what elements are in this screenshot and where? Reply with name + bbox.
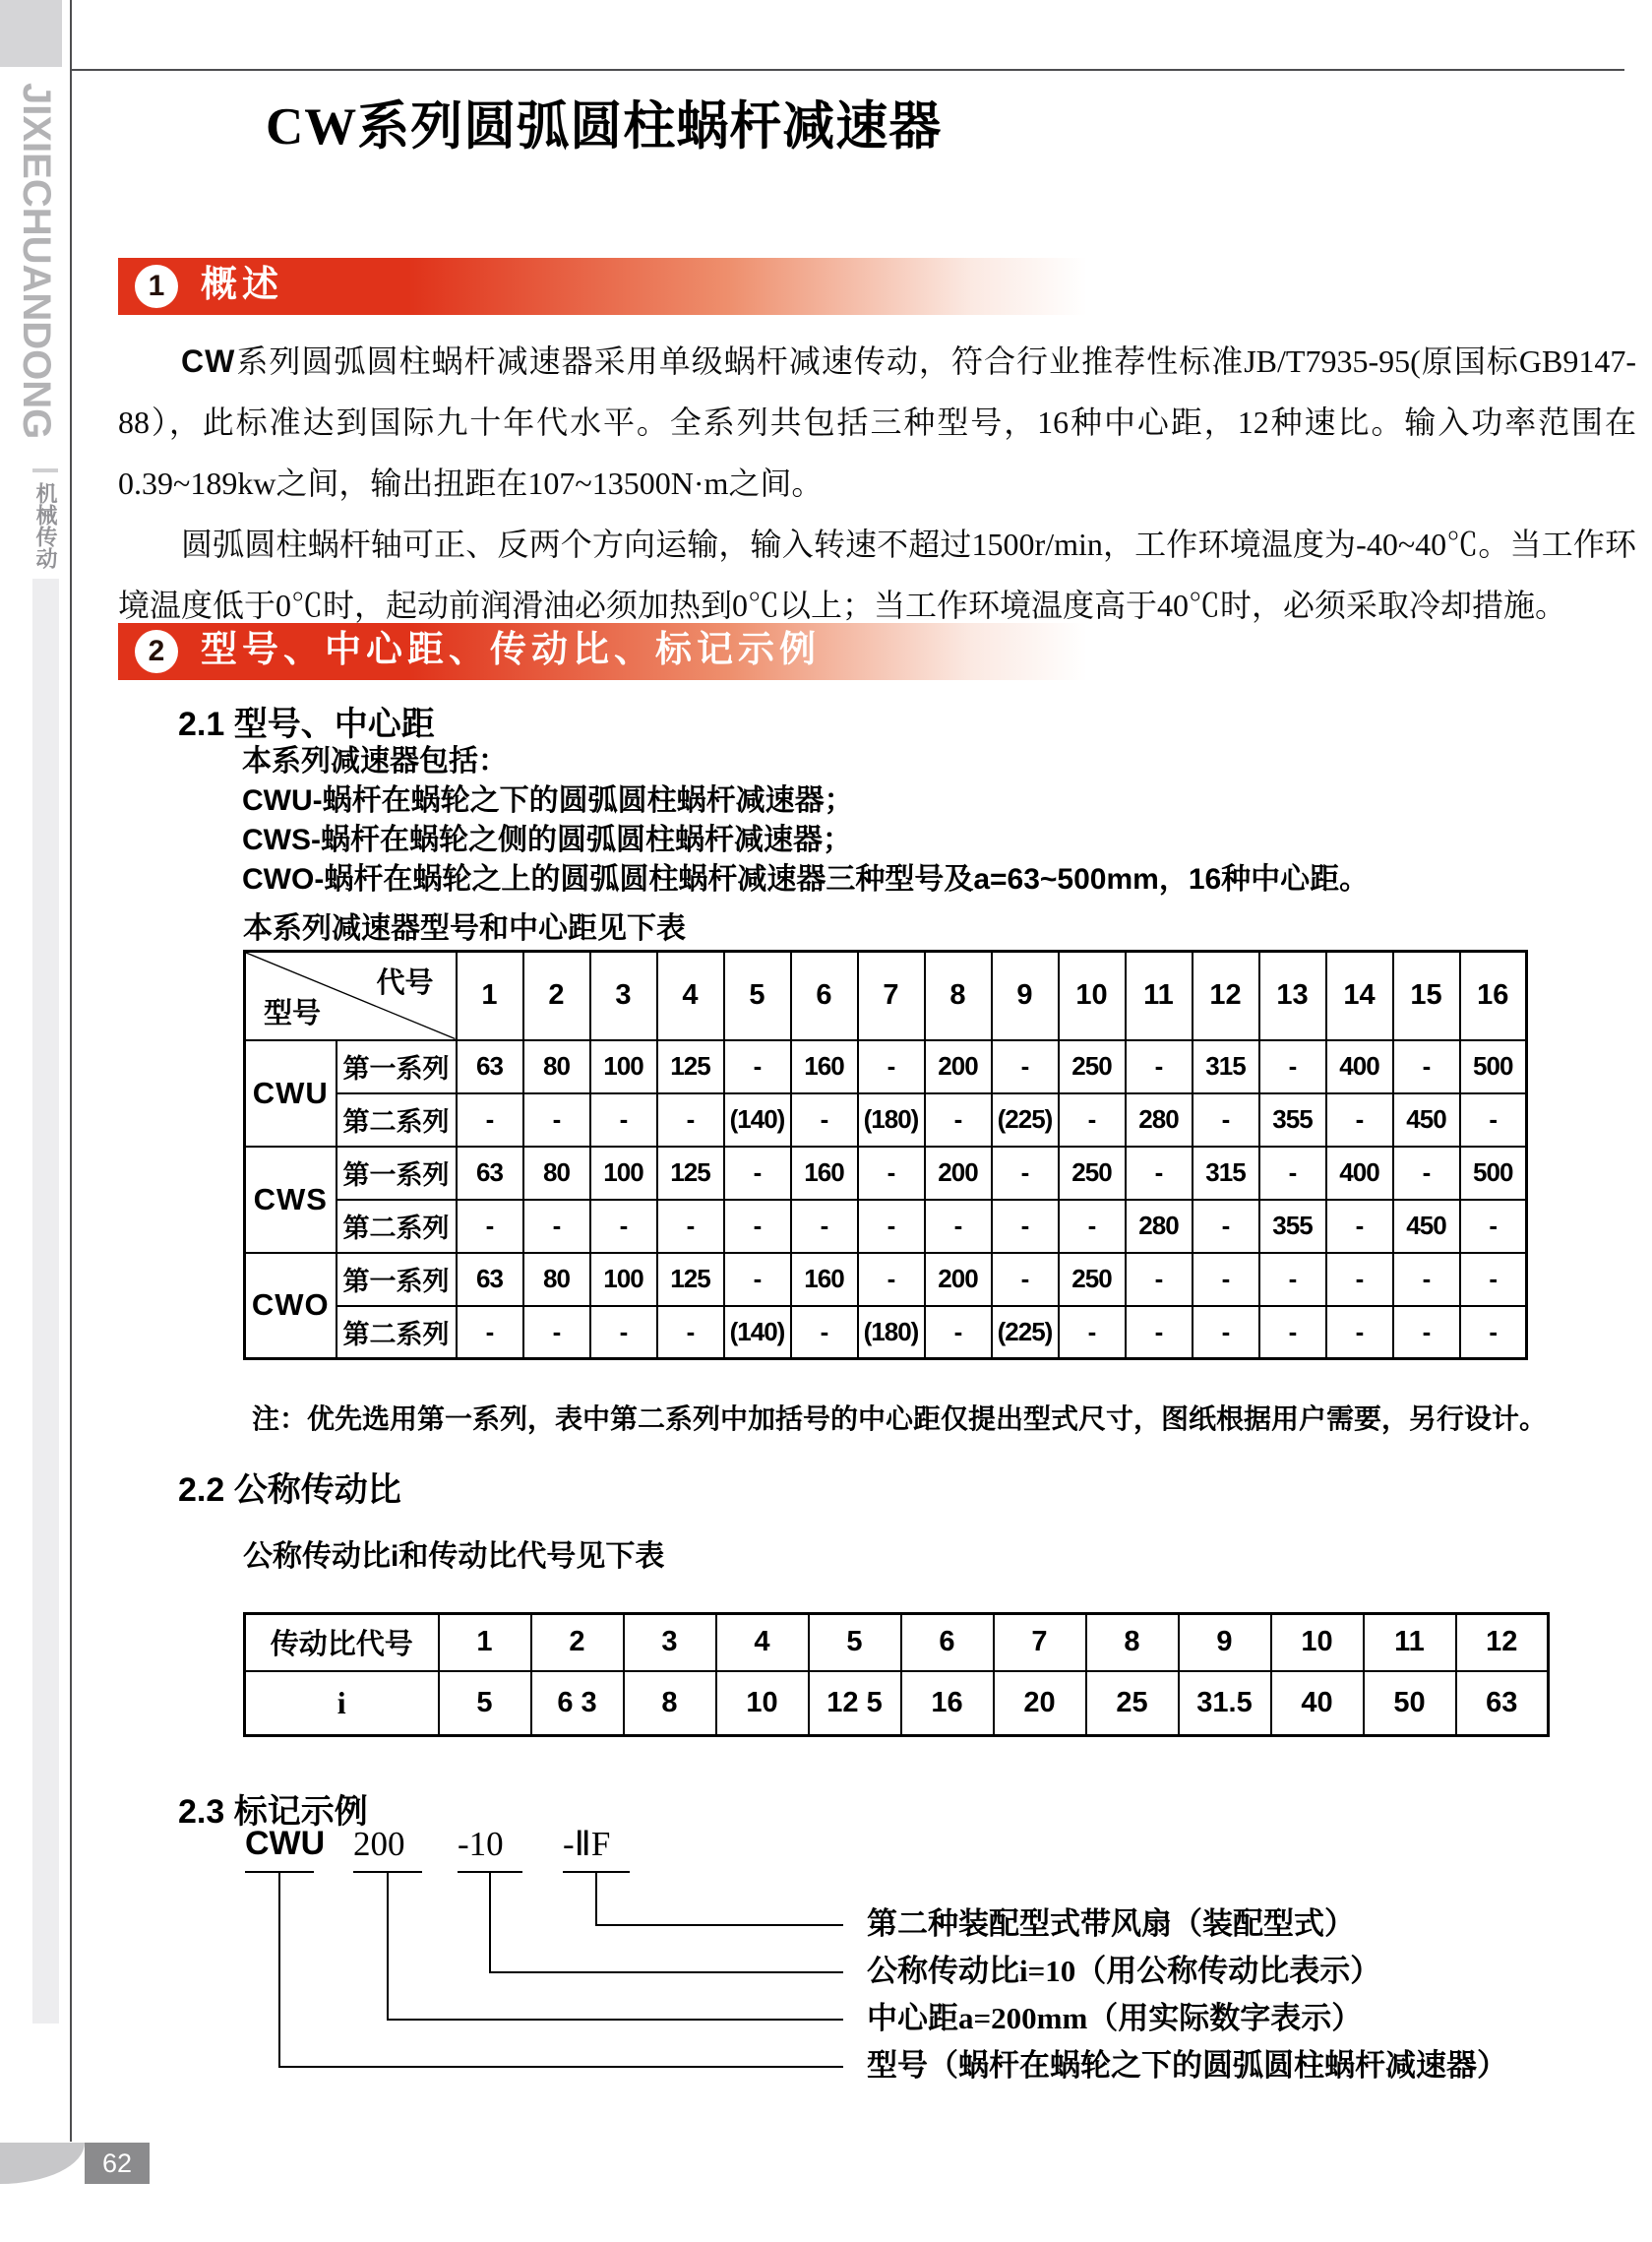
value-cell: - bbox=[657, 1306, 724, 1359]
value-cell: - bbox=[1193, 1093, 1259, 1147]
value-cell: 125 bbox=[657, 1040, 724, 1093]
ratio-value-cell: 63 bbox=[1456, 1671, 1549, 1736]
value-cell: - bbox=[992, 1253, 1059, 1306]
value-cell: (180) bbox=[858, 1093, 925, 1147]
code-header-cell: 5 bbox=[724, 952, 791, 1040]
value-cell: - bbox=[1326, 1200, 1393, 1253]
code-header-cell: 6 bbox=[791, 952, 858, 1040]
table1-caption: 本系列减速器型号和中心距见下表 bbox=[243, 912, 686, 945]
transmission-ratio-table bbox=[243, 1612, 1550, 1737]
value-cell: - bbox=[858, 1040, 925, 1093]
value-cell: - bbox=[925, 1306, 992, 1359]
ratio-code-cell: 11 bbox=[1364, 1614, 1456, 1671]
value-cell: - bbox=[1460, 1093, 1527, 1147]
value-cell: - bbox=[724, 1040, 791, 1093]
table-row bbox=[245, 1200, 1527, 1253]
value-cell: 63 bbox=[457, 1253, 523, 1306]
value-cell: - bbox=[992, 1147, 1059, 1200]
ratio-value-cell: 8 bbox=[624, 1671, 716, 1736]
value-cell: - bbox=[1126, 1040, 1193, 1093]
connector-vertical-center-distance bbox=[387, 1873, 389, 2021]
value-cell: - bbox=[1126, 1306, 1193, 1359]
value-cell: (225) bbox=[992, 1306, 1059, 1359]
overview-paragraph-2: 圆弧圆柱蜗杆轴可正、反两个方向运输，输入转速不超过1500r/min，工作环境温度为-40~40℃。当工作环境温度低于0℃时，起动前润滑油必须加热到0℃以上；当工作环境温度高于40℃时，必须采取冷却措施。 bbox=[118, 527, 1636, 623]
connector-vertical-ratio bbox=[489, 1873, 491, 1973]
sidebar-divider-line bbox=[70, 0, 72, 2142]
overview-text-block bbox=[118, 331, 1636, 636]
value-cell: (140) bbox=[724, 1306, 791, 1359]
table-row bbox=[245, 1040, 1527, 1093]
value-cell: (180) bbox=[858, 1306, 925, 1359]
table-row bbox=[245, 1253, 1527, 1306]
ratio-code-cell: 10 bbox=[1271, 1614, 1364, 1671]
value-cell: - bbox=[791, 1093, 858, 1147]
series-cell: 第一系列 bbox=[337, 1253, 457, 1306]
value-cell: - bbox=[1326, 1306, 1393, 1359]
value-cell: - bbox=[1259, 1040, 1326, 1093]
corner-label-model: 型号 bbox=[264, 997, 322, 1029]
ratio-value-cell: 20 bbox=[994, 1671, 1086, 1736]
section2-number-badge: 2 bbox=[135, 630, 178, 673]
category-vertical-text: 机械传动 bbox=[33, 482, 58, 569]
diagonal-header-cell bbox=[245, 952, 457, 1040]
value-cell: 80 bbox=[523, 1147, 590, 1200]
page-title: CW系列圆弧圆柱蜗杆减速器 bbox=[266, 98, 943, 156]
series-cell: 第一系列 bbox=[337, 1147, 457, 1200]
code-header-cell: 12 bbox=[1193, 952, 1259, 1040]
ratio-code-cell: 7 bbox=[994, 1614, 1086, 1671]
code-header-cell: 4 bbox=[657, 952, 724, 1040]
ratio-value-cell: 16 bbox=[901, 1671, 994, 1736]
code-header-cell: 8 bbox=[925, 952, 992, 1040]
ratio-code-cell: 3 bbox=[624, 1614, 716, 1671]
value-cell: 280 bbox=[1126, 1200, 1193, 1253]
code-header-cell: 7 bbox=[858, 952, 925, 1040]
model-list-item-cwu: CWU-蜗杆在蜗轮之下的圆弧圆柱蜗杆减速器； bbox=[242, 784, 854, 817]
overview-paragraph-1: CW系列圆弧圆柱蜗杆减速器采用单级蜗杆减速传动，符合行业推荐性标准JB/T7935-95(原国标GB9147-88），此标准达到国际九十年代水平。全系列共包括三种型号，16种中心距，12种速比。输入功率范围在0.39~189kw之间，输出扭距在107~13500N·m之间。 bbox=[118, 343, 1636, 501]
marking-example-diagram bbox=[243, 1825, 1552, 2100]
model-cell: CWU bbox=[245, 1040, 337, 1147]
code-header-cell: 15 bbox=[1393, 952, 1460, 1040]
value-cell: - bbox=[1126, 1147, 1193, 1200]
model-cell: CWO bbox=[245, 1253, 337, 1359]
code-header-cell: 1 bbox=[457, 952, 523, 1040]
connector-horizontal-assembly bbox=[595, 1924, 843, 1926]
series-cell: 第二系列 bbox=[337, 1306, 457, 1359]
model-list-item-cwo: CWO-蜗杆在蜗轮之上的圆弧圆柱蜗杆减速器三种型号及a=63~500mm，16种中心距。 bbox=[242, 863, 1370, 896]
value-cell: - bbox=[724, 1200, 791, 1253]
value-cell: - bbox=[925, 1093, 992, 1147]
value-cell: - bbox=[1193, 1200, 1259, 1253]
value-cell: 63 bbox=[457, 1040, 523, 1093]
table-row bbox=[245, 1093, 1527, 1147]
subsection-2-2-heading: 2.2 公称传动比 bbox=[178, 1471, 401, 1509]
ratio-value-cell: 5 bbox=[439, 1671, 531, 1736]
ratio-code-cell: 12 bbox=[1456, 1614, 1549, 1671]
value-cell: - bbox=[724, 1147, 791, 1200]
value-cell: 250 bbox=[1059, 1253, 1126, 1306]
value-cell: (140) bbox=[724, 1093, 791, 1147]
value-cell: 400 bbox=[1326, 1147, 1393, 1200]
value-cell: - bbox=[992, 1200, 1059, 1253]
ratio-code-label: 传动比代号 bbox=[245, 1614, 439, 1671]
value-cell: 250 bbox=[1059, 1040, 1126, 1093]
model-list-item-cws: CWS-蜗杆在蜗轮之侧的圆弧圆柱蜗杆减速器； bbox=[242, 824, 852, 856]
series-cell: 第一系列 bbox=[337, 1040, 457, 1093]
value-cell: 280 bbox=[1126, 1093, 1193, 1147]
value-cell: 160 bbox=[791, 1253, 858, 1306]
sidebar-accent-bar bbox=[32, 579, 59, 2024]
page-number-badge: 62 bbox=[85, 2143, 150, 2184]
value-cell: - bbox=[657, 1093, 724, 1147]
value-cell: 450 bbox=[1393, 1200, 1460, 1253]
value-cell: 125 bbox=[657, 1253, 724, 1306]
marking-label-assembly: 第二种装配型式带风扇（装配型式） bbox=[867, 1906, 1355, 1941]
value-cell: 200 bbox=[925, 1040, 992, 1093]
value-cell: - bbox=[1460, 1200, 1527, 1253]
ratio-code-cell: 6 bbox=[901, 1614, 994, 1671]
code-header-cell: 9 bbox=[992, 952, 1059, 1040]
ratio-row-label: i bbox=[245, 1671, 439, 1736]
ratio-value-cell: 12 5 bbox=[809, 1671, 901, 1736]
value-cell: - bbox=[1326, 1093, 1393, 1147]
subsection-2-1-heading: 2.1 型号、中心距 bbox=[178, 706, 435, 743]
marking-part-assembly: -ⅡF bbox=[563, 1825, 611, 1863]
ratio-value-cell: 40 bbox=[1271, 1671, 1364, 1736]
value-cell: - bbox=[457, 1093, 523, 1147]
value-cell: 80 bbox=[523, 1253, 590, 1306]
code-header-cell: 13 bbox=[1259, 952, 1326, 1040]
marking-label-center-distance: 中心距a=200mm（用实际数字表示） bbox=[867, 2001, 1363, 2035]
value-cell: - bbox=[925, 1200, 992, 1253]
value-cell: - bbox=[724, 1253, 791, 1306]
connector-vertical-model bbox=[278, 1873, 280, 2068]
code-header-cell: 10 bbox=[1059, 952, 1126, 1040]
table2-caption: 公称传动比i和传动比代号见下表 bbox=[243, 1540, 665, 1573]
value-cell: - bbox=[1193, 1253, 1259, 1306]
value-cell: 355 bbox=[1259, 1200, 1326, 1253]
section1-title: 概述 bbox=[201, 265, 283, 305]
series-cell: 第二系列 bbox=[337, 1200, 457, 1253]
value-cell: 315 bbox=[1193, 1147, 1259, 1200]
value-cell: (225) bbox=[992, 1093, 1059, 1147]
value-cell: 355 bbox=[1259, 1093, 1326, 1147]
table2-value-row bbox=[245, 1671, 1549, 1736]
ratio-value-cell: 6 3 bbox=[531, 1671, 624, 1736]
value-cell: - bbox=[523, 1200, 590, 1253]
value-cell: - bbox=[1059, 1200, 1126, 1253]
value-cell: 160 bbox=[791, 1040, 858, 1093]
value-cell: - bbox=[1059, 1093, 1126, 1147]
value-cell: - bbox=[1393, 1147, 1460, 1200]
table-row bbox=[245, 1306, 1527, 1359]
value-cell: - bbox=[1460, 1253, 1527, 1306]
value-cell: 80 bbox=[523, 1040, 590, 1093]
connector-horizontal-center-distance bbox=[387, 2019, 843, 2021]
ratio-code-cell: 2 bbox=[531, 1614, 624, 1671]
value-cell: 100 bbox=[590, 1040, 657, 1093]
section2-banner bbox=[118, 623, 1087, 680]
corner-decoration bbox=[0, 0, 62, 67]
code-header-cell: 2 bbox=[523, 952, 590, 1040]
marking-part-ratio: -10 bbox=[458, 1825, 504, 1863]
section1-number-badge: 1 bbox=[135, 265, 178, 308]
value-cell: 500 bbox=[1460, 1147, 1527, 1200]
value-cell: - bbox=[858, 1253, 925, 1306]
value-cell: - bbox=[1193, 1306, 1259, 1359]
table2-code-row bbox=[245, 1614, 1549, 1671]
value-cell: 63 bbox=[457, 1147, 523, 1200]
ratio-value-cell: 50 bbox=[1364, 1671, 1456, 1736]
model-type-list bbox=[242, 742, 1369, 900]
corner-label-code: 代号 bbox=[376, 967, 434, 999]
ratio-code-cell: 4 bbox=[716, 1614, 809, 1671]
value-cell: 125 bbox=[657, 1147, 724, 1200]
value-cell: - bbox=[791, 1200, 858, 1253]
ratio-code-cell: 1 bbox=[439, 1614, 531, 1671]
sidebar-dash bbox=[32, 468, 58, 472]
code-header-cell: 3 bbox=[590, 952, 657, 1040]
table1-header-row bbox=[245, 952, 1527, 1040]
value-cell: - bbox=[590, 1306, 657, 1359]
code-header-cell: 16 bbox=[1460, 952, 1527, 1040]
footer-curve-decoration bbox=[0, 2143, 85, 2184]
cw-lead: CW bbox=[181, 343, 236, 379]
value-cell: - bbox=[1326, 1253, 1393, 1306]
subsection-2-3-heading: 2.3 标记示例 bbox=[178, 1793, 368, 1831]
value-cell: - bbox=[992, 1040, 1059, 1093]
value-cell: - bbox=[1259, 1253, 1326, 1306]
value-cell: 200 bbox=[925, 1253, 992, 1306]
table-row bbox=[245, 1147, 1527, 1200]
value-cell: - bbox=[1259, 1147, 1326, 1200]
model-cell: CWS bbox=[245, 1147, 337, 1253]
model-list-intro: 本系列减速器包括： bbox=[242, 745, 508, 778]
value-cell: - bbox=[791, 1306, 858, 1359]
marking-part-model: CWU bbox=[245, 1825, 326, 1862]
section1-banner bbox=[118, 258, 1087, 315]
value-cell: 200 bbox=[925, 1147, 992, 1200]
value-cell: 160 bbox=[791, 1147, 858, 1200]
section2-title: 型号、中心距、传动比、标记示例 bbox=[201, 630, 821, 670]
value-cell: - bbox=[590, 1200, 657, 1253]
value-cell: - bbox=[657, 1200, 724, 1253]
value-cell: - bbox=[1259, 1306, 1326, 1359]
value-cell: 400 bbox=[1326, 1040, 1393, 1093]
value-cell: 450 bbox=[1393, 1093, 1460, 1147]
value-cell: - bbox=[1460, 1306, 1527, 1359]
value-cell: - bbox=[858, 1200, 925, 1253]
connector-vertical-assembly bbox=[595, 1873, 597, 1926]
connector-horizontal-model bbox=[278, 2066, 843, 2068]
code-header-cell: 14 bbox=[1326, 952, 1393, 1040]
value-cell: - bbox=[590, 1093, 657, 1147]
ratio-code-cell: 5 bbox=[809, 1614, 901, 1671]
value-cell: - bbox=[457, 1306, 523, 1359]
ratio-value-cell: 31.5 bbox=[1179, 1671, 1271, 1736]
ratio-value-cell: 25 bbox=[1086, 1671, 1179, 1736]
ratio-code-cell: 9 bbox=[1179, 1614, 1271, 1671]
value-cell: - bbox=[858, 1147, 925, 1200]
table1-note: 注：优先选用第一系列，表中第二系列中加括号的中心距仅提出型式尺寸，图纸根据用户需要，另行设计。 bbox=[252, 1403, 1548, 1434]
value-cell: - bbox=[523, 1093, 590, 1147]
value-cell: 250 bbox=[1059, 1147, 1126, 1200]
brand-vertical-text: JIXIECHUANDONG bbox=[15, 83, 58, 440]
header-rule-line bbox=[72, 69, 1624, 71]
marking-part-center-distance: 200 bbox=[353, 1825, 405, 1863]
value-cell: 500 bbox=[1460, 1040, 1527, 1093]
value-cell: - bbox=[1059, 1306, 1126, 1359]
value-cell: - bbox=[1393, 1040, 1460, 1093]
value-cell: - bbox=[1393, 1253, 1460, 1306]
marking-label-ratio: 公称传动比i=10（用公称传动比表示） bbox=[867, 1954, 1381, 1988]
value-cell: - bbox=[457, 1200, 523, 1253]
marking-label-model: 型号（蜗杆在蜗轮之下的圆弧圆柱蜗杆减速器） bbox=[867, 2048, 1507, 2083]
code-header-cell: 11 bbox=[1126, 952, 1193, 1040]
value-cell: - bbox=[1126, 1253, 1193, 1306]
value-cell: - bbox=[1393, 1306, 1460, 1359]
series-cell: 第二系列 bbox=[337, 1093, 457, 1147]
value-cell: - bbox=[523, 1306, 590, 1359]
value-cell: 100 bbox=[590, 1253, 657, 1306]
value-cell: 315 bbox=[1193, 1040, 1259, 1093]
value-cell: 100 bbox=[590, 1147, 657, 1200]
model-center-distance-table bbox=[243, 950, 1528, 1360]
ratio-value-cell: 10 bbox=[716, 1671, 809, 1736]
connector-horizontal-ratio bbox=[489, 1971, 843, 1973]
ratio-code-cell: 8 bbox=[1086, 1614, 1179, 1671]
